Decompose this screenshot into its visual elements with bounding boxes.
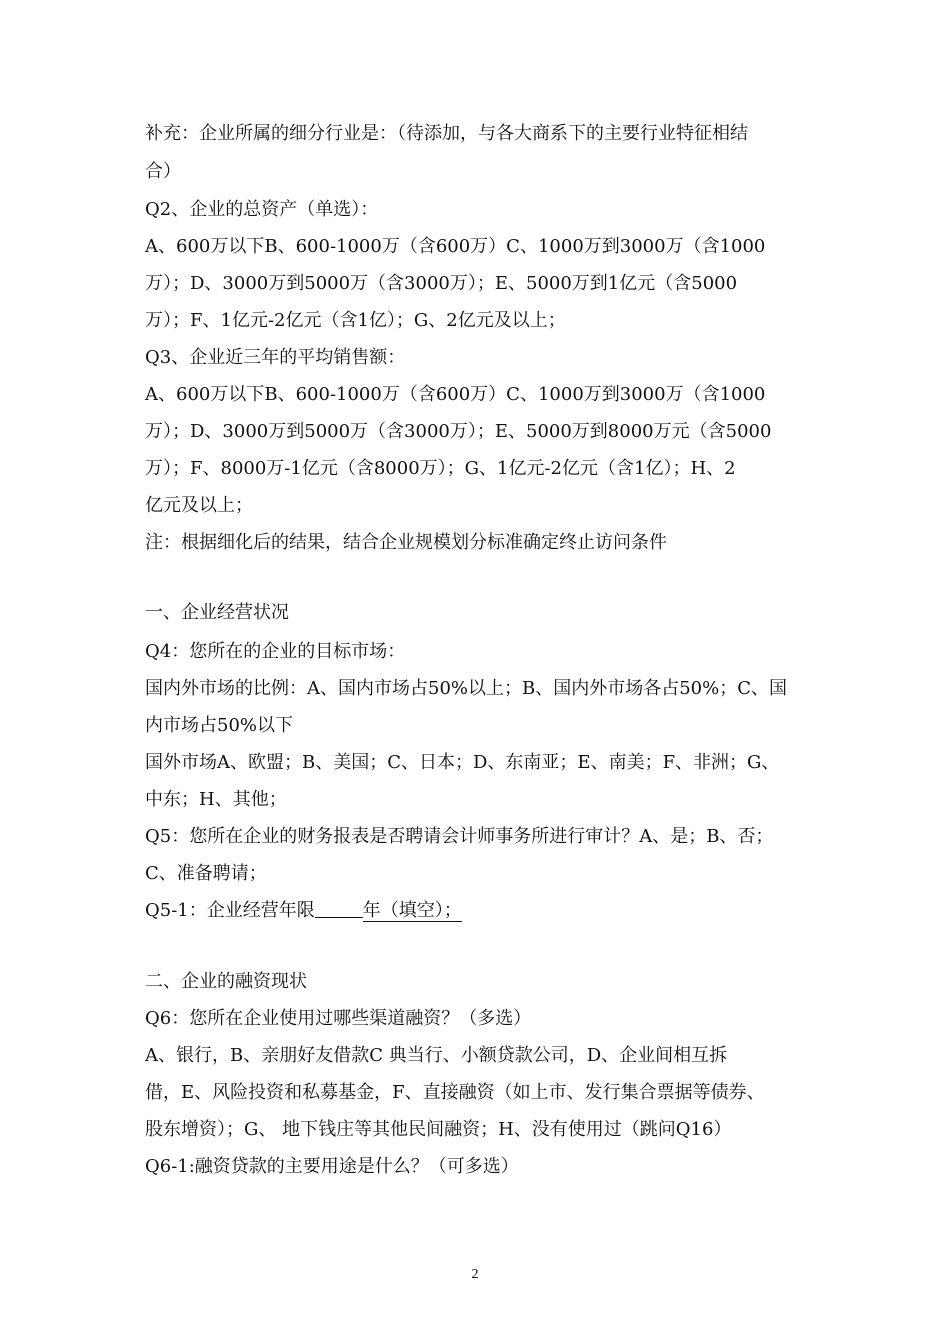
q6-1-title: Q6-1:融资贷款的主要用途是什么？（可多选） — [145, 1156, 519, 1177]
q5-1-unit: 年（填空） — [362, 900, 444, 921]
q5-line-1: Q5：您所在企业的财务报表是否聘请会计师事务所进行审计？A、是；B、否； — [145, 826, 774, 847]
q4-foreign-line-1: 国外市场A、欧盟；B、美国；C、日本；D、东南亚；E、南美；F、非洲；G、 — [145, 752, 780, 773]
q4-title: Q4：您所在的企业的目标市场： — [145, 641, 406, 662]
q3-title: Q3、企业近三年的平均销售额： — [145, 347, 406, 368]
q5-1-end: ； — [443, 900, 462, 921]
q3-options-line-4: 亿元及以上； — [145, 495, 253, 516]
q4-domestic-line-1: 国内外市场的比例：A、国内市场占50%以上；B、国内外市场各占50%；C、国 — [145, 678, 788, 699]
supplement-line-1: 补充：企业所属的细分行业是：（待添加，与各大商系下的主要行业特征相结 — [145, 123, 748, 144]
q6-options-line-1: A、银行，B、亲朋好友借款C 典当行、小额贷款公司，D、企业间相互拆 — [145, 1045, 728, 1066]
note-line: 注：根据细化后的结果，结合企业规模划分标准确定终止访问条件 — [145, 532, 667, 553]
q3-options-line-1: A、600万以下B、600-1000万（含600万）C、1000万到3000万（含1000 — [145, 384, 766, 405]
q6-options-line-3: 股东增资）；G、 地下钱庄等其他民间融资；H、没有使用过（跳问Q16） — [145, 1119, 732, 1140]
q5-1-line — [145, 899, 462, 923]
q3-options-line-3: 万）；F、8000万-1亿元（含8000万）；G、1亿元-2亿元（含1亿）；H、2 — [145, 458, 736, 479]
section-heading-operations: 一、企业经营状况 — [145, 602, 289, 623]
years-blank-field[interactable] — [315, 899, 363, 918]
q5-1-prefix: Q5-1：企业经营年限 — [145, 900, 315, 921]
q2-title: Q2、企业的总资产（单选）： — [145, 199, 379, 220]
q3-options-line-2: 万）；D、3000万到5000万（含3000万）；E、5000万到8000万元（含5000 — [145, 421, 772, 442]
q4-foreign-line-2: 中东；H、其他； — [145, 789, 287, 810]
q6-options-line-2: 借，E、风险投资和私募基金，F、直接融资（如上市、发行集合票据等债券、 — [145, 1082, 765, 1103]
q4-domestic-line-2: 内市场占50%以下 — [145, 715, 294, 736]
q2-options-line-3: 万）；F、1亿元-2亿元（含1亿）；G、2亿元及以上； — [145, 310, 566, 331]
q5-line-2: C、准备聘请； — [145, 863, 267, 884]
section-heading-financing: 二、企业的融资现状 — [145, 971, 307, 992]
supplement-line-2: 合） — [145, 161, 181, 182]
q2-options-line-2: 万）；D、3000万到5000万（含3000万）；E、5000万到1亿元（含5000 — [145, 273, 738, 294]
q2-options-line-1: A、600万以下B、600-1000万（含600万）C、1000万到3000万（含1000 — [145, 236, 766, 257]
page-number: 2 — [471, 1267, 479, 1282]
q6-title: Q6：您所在企业使用过哪些渠道融资？（多选） — [145, 1008, 532, 1029]
